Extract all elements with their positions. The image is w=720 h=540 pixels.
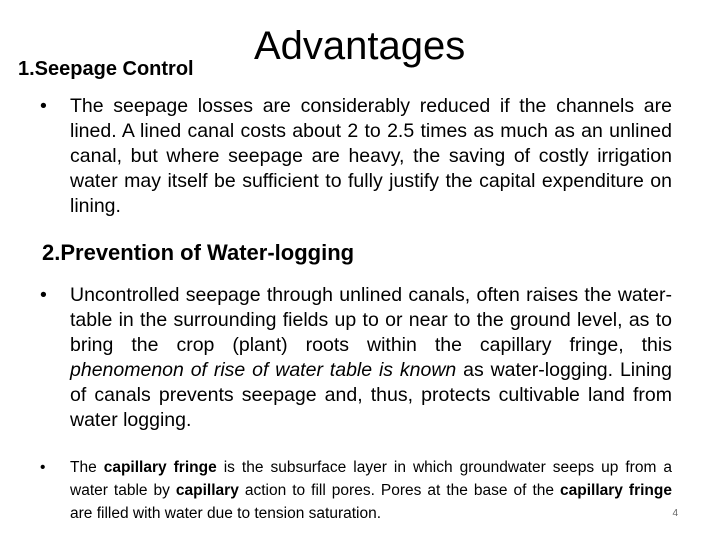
bullet-icon: • bbox=[40, 459, 46, 476]
text-run: Uncontrolled seepage through unlined canals, often raises the water-table in the surrounding fields up to or near to the ground level, as to bring the crop (plant) roots within the capillary fringe, this bbox=[70, 284, 672, 356]
italic-text-run: phenomenon of rise of water table is known bbox=[70, 359, 457, 381]
bullet-icon: • bbox=[40, 95, 47, 117]
text-run: are filled with water due to tension saturation. bbox=[70, 505, 382, 522]
bold-text-run: capillary fringe bbox=[103, 459, 217, 476]
bold-text-run: capillary fringe bbox=[560, 482, 672, 499]
page-number: 4 bbox=[672, 508, 678, 519]
paragraph-seepage-control bbox=[40, 94, 672, 219]
paragraph-text bbox=[70, 283, 672, 433]
bullet-icon: • bbox=[40, 284, 47, 306]
text-run: action to fill pores. Pores at the base of the bbox=[238, 482, 561, 499]
paragraph-text bbox=[70, 456, 672, 525]
paragraph-capillary-fringe-note bbox=[40, 456, 673, 525]
text-run: is the subsurface layer in which groundwater seeps up from a water table by bbox=[70, 459, 673, 499]
section-heading-water-logging: 2.Prevention of Water-logging bbox=[42, 240, 355, 265]
slide-title: Advantages bbox=[254, 24, 466, 68]
bold-text-run: capillary bbox=[175, 482, 239, 499]
paragraph-water-logging bbox=[40, 283, 672, 433]
text-run: as water-logging. Lining of canals prevents seepage and, thus, protects cultivable land from water logging. bbox=[70, 359, 672, 431]
text-run: The bbox=[70, 459, 104, 476]
section-heading-seepage-control: 1.Seepage Control bbox=[18, 58, 194, 80]
paragraph-text: The seepage losses are considerably reduced if the channels are lined. A lined canal costs about 2 to 2.5 times as much as an unlined canal, but where seepage are heavy, the saving of costly irrigation water may itself be sufficient to fully justify the capital expenditure on lining. bbox=[70, 95, 672, 217]
